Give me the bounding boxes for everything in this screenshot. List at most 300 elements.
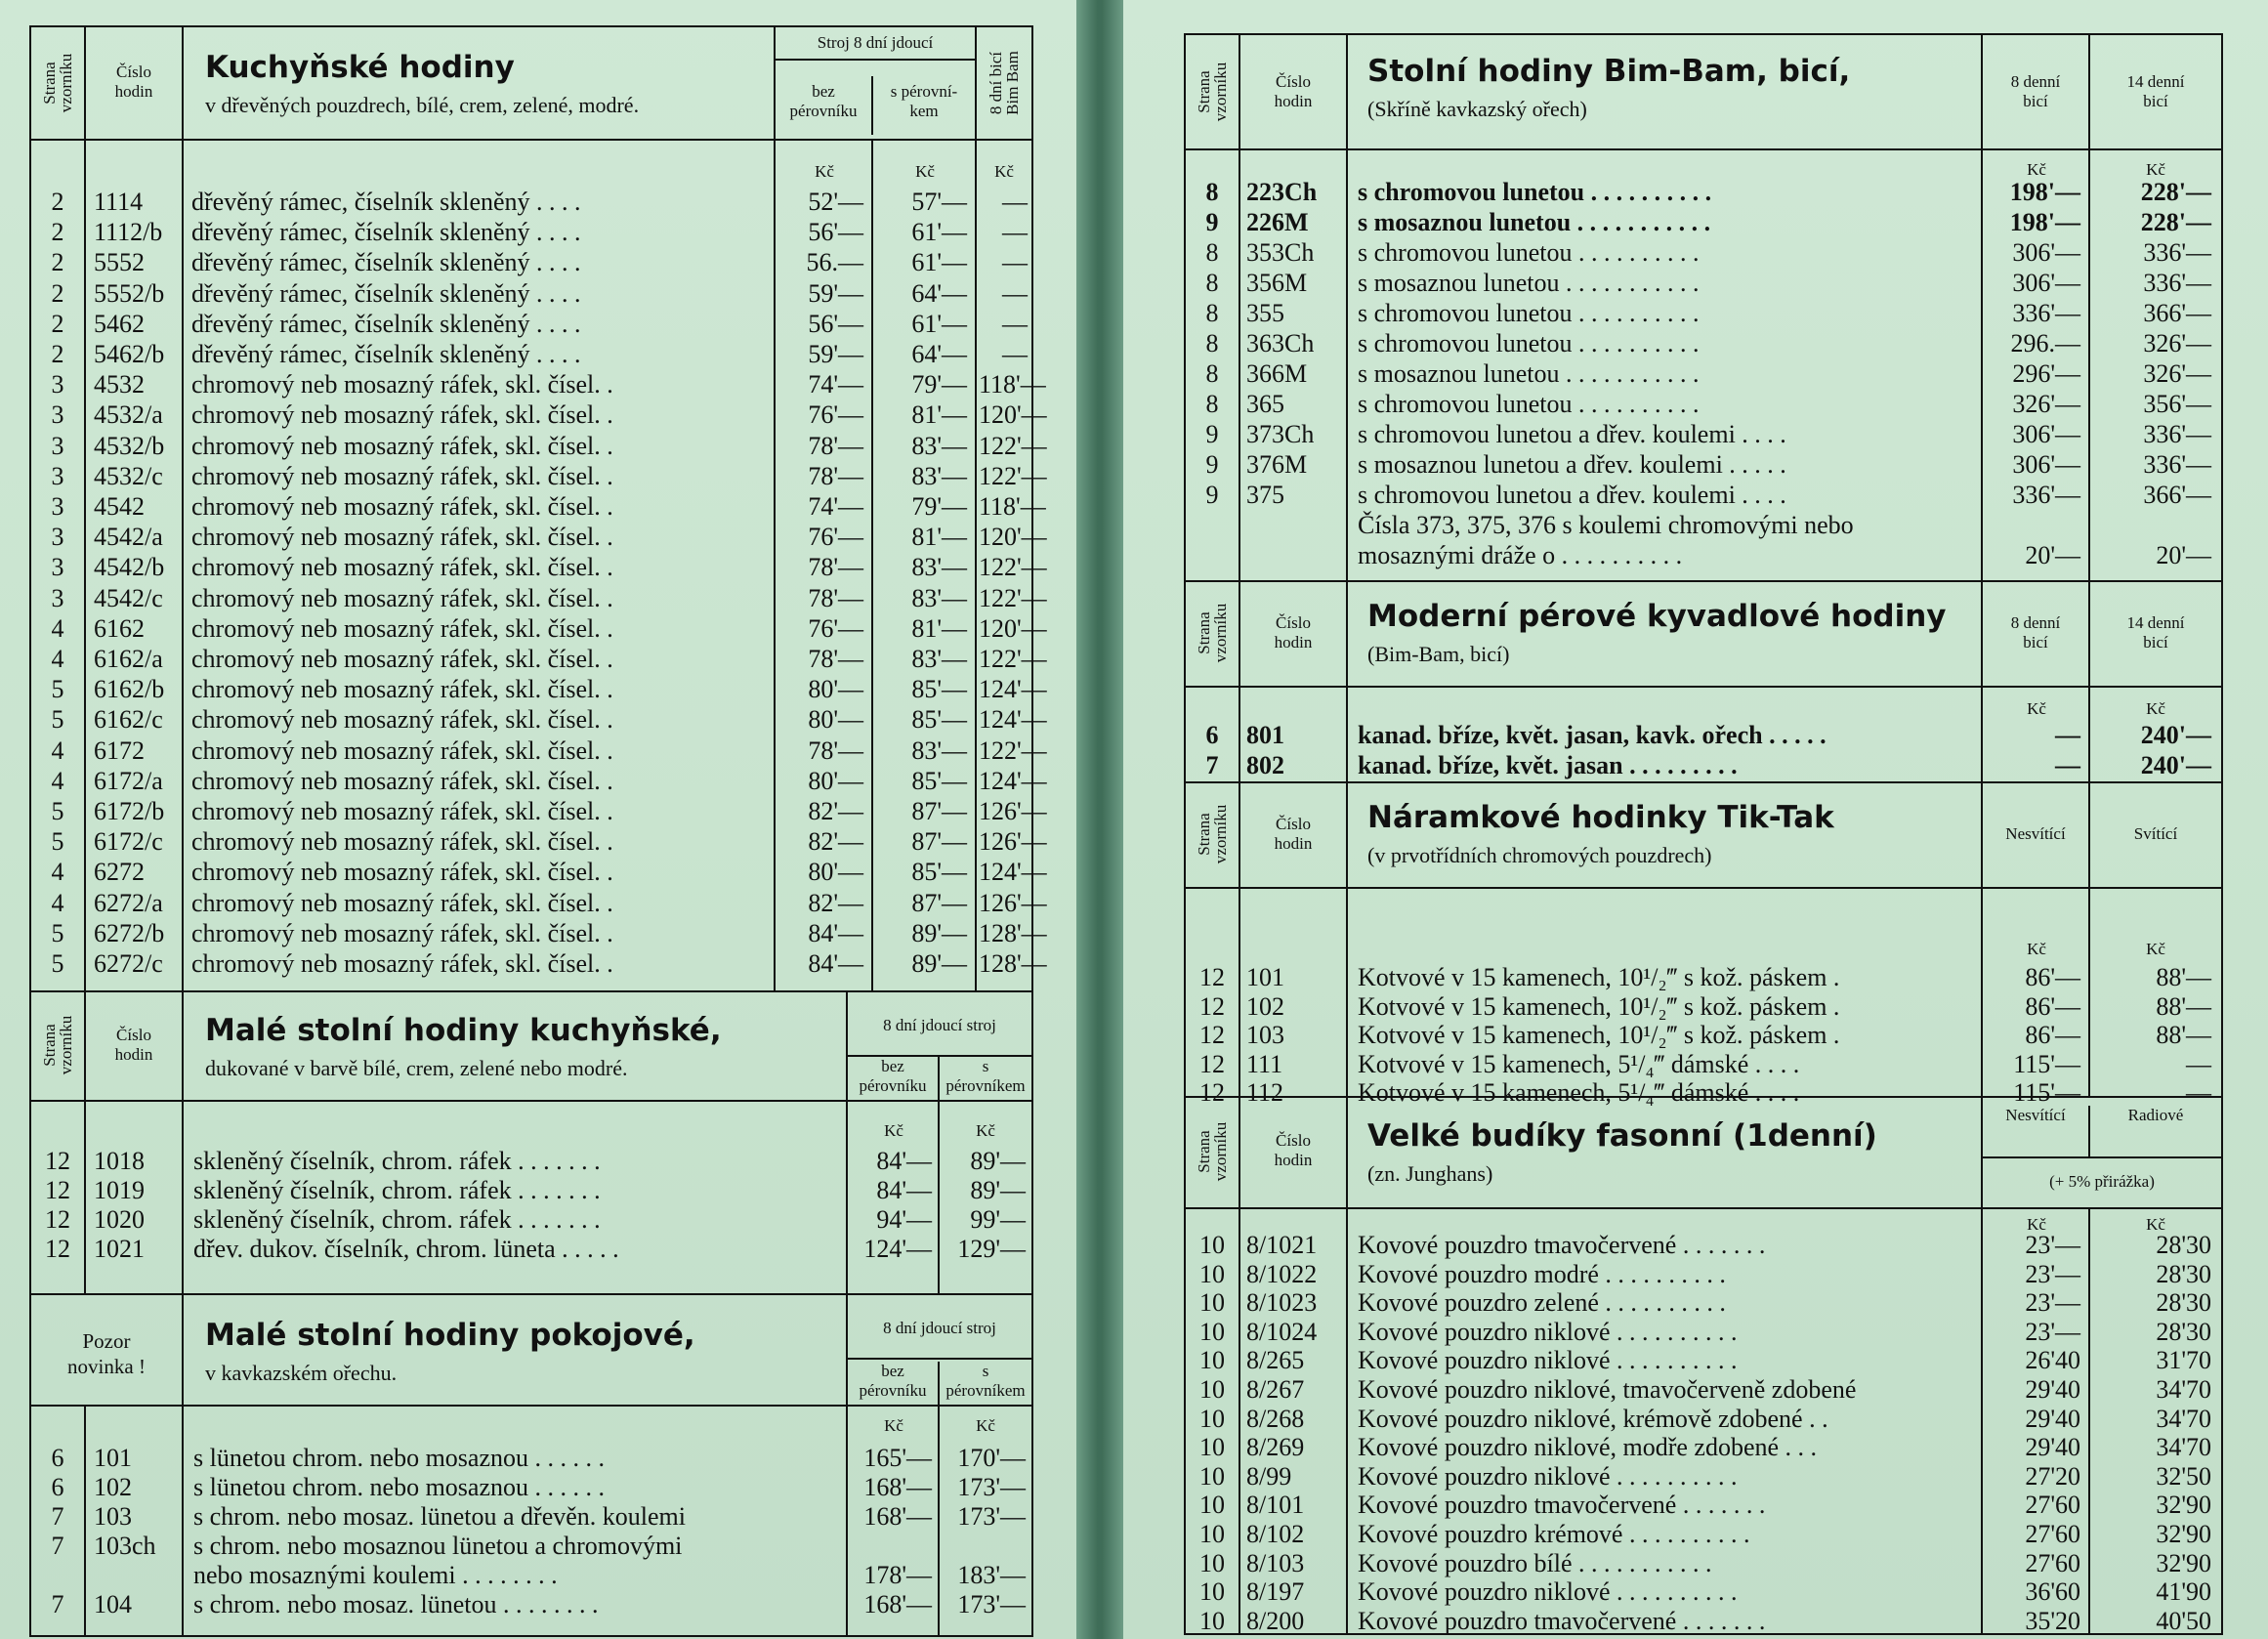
row-price-a: 27'60: [2025, 1520, 2080, 1548]
row-price-a: —: [2055, 721, 2080, 749]
row-description: chromový neb mosazný ráfek, skl. čísel. .: [191, 949, 613, 978]
row-description: skleněný číselník, chrom. ráfek . . . . . . .: [193, 1205, 601, 1234]
row-price-a: 76'—: [808, 613, 863, 643]
row-price-b: 240'—: [2140, 721, 2211, 749]
row-number: 8/1022: [1246, 1259, 1318, 1288]
row-strana: 10: [1199, 1375, 1225, 1404]
row-price-b: 79'—: [911, 370, 967, 399]
row-number: 6162/a: [94, 645, 163, 673]
row-price-c: 120'—: [979, 613, 1047, 643]
row-strana: 3: [51, 431, 64, 460]
row-description: s chromovou lunetou . . . . . . . . . .: [1358, 299, 1700, 327]
row-price-c: 122'—: [979, 735, 1047, 765]
row-description: dřevěný rámec, číselník skleněný . . . .: [191, 188, 581, 216]
row-price-a: 178'—: [863, 1561, 932, 1589]
row-price-b: 88'—: [2156, 963, 2211, 991]
col-label: Nesvítící: [1983, 1106, 2090, 1156]
row-price-a: 84'—: [808, 949, 863, 978]
row-description: Kovové pouzdro niklové, tmavočerveně zdobené: [1358, 1375, 1857, 1404]
row-number: 373Ch: [1246, 420, 1315, 448]
row-strana: 4: [51, 858, 64, 887]
row-price-b: 336'—: [2143, 238, 2211, 267]
row-description: chromový neb mosazný ráfek, skl. čísel. .: [191, 583, 613, 612]
row-strana: 10: [1199, 1491, 1225, 1520]
row-description: chromový neb mosazný ráfek, skl. čísel. .: [191, 888, 613, 917]
row-price-a: 306'—: [2012, 450, 2080, 479]
row-price-b: 28'30: [2156, 1231, 2211, 1259]
row-strana: 10: [1199, 1577, 1225, 1607]
row-number: 111: [1246, 1049, 1283, 1078]
alarm-header: [1186, 1096, 2221, 1209]
row-description: kanad. bříze, květ. jasan, kavk. ořech . . . . .: [1358, 721, 1827, 749]
row-strana: 4: [51, 735, 64, 765]
col-header-cislo: [1240, 580, 1348, 686]
col-label: Svítící: [2133, 824, 2178, 843]
row-description: Kotvové v 15 kamenech, 10¹/₂‴ s kož. páskem .: [1358, 1021, 1840, 1049]
col-header-strana: [31, 990, 86, 1100]
row-price-b: 240'—: [2140, 751, 2211, 779]
kitchen-title-cell: [184, 27, 776, 139]
row-price-c: —: [1002, 248, 1028, 277]
row-number: 802: [1246, 751, 1284, 779]
row-description: chromový neb mosazný ráfek, skl. čísel. .: [191, 553, 613, 582]
col-label: hodin: [1274, 1151, 1313, 1169]
row-number: 4532/b: [94, 431, 165, 460]
col-header-strana: [1186, 781, 1240, 887]
col-label: vzorníku: [1211, 1121, 1230, 1182]
currency-label: Kč: [2027, 1215, 2046, 1234]
row-price-a: 168'—: [863, 1590, 932, 1618]
row-description: Kovové pouzdro niklové . . . . . . . . . .: [1358, 1346, 1738, 1375]
row-price-b: 28'30: [2156, 1259, 2211, 1288]
row-strana: 12: [1199, 1021, 1225, 1049]
row-number: 5462/b: [94, 340, 165, 368]
stroj-header: Stroj 8 dní jdoucí: [776, 33, 975, 61]
row-price-a: 29'40: [2025, 1404, 2080, 1433]
row-price-c: —: [1002, 309, 1028, 338]
sub-header: bez: [812, 82, 835, 101]
row-number: 102: [94, 1473, 132, 1501]
row-price-b: 61'—: [911, 218, 967, 247]
col-header-cislo: [86, 990, 184, 1100]
alarm-clock-section: [1186, 1096, 2221, 1633]
row-description: Kotvové v 15 kamenech, 10¹/₂‴ s kož. páskem .: [1358, 991, 1840, 1021]
row-price-b: 88'—: [2156, 991, 2211, 1021]
row-number: 103: [94, 1502, 132, 1531]
row-description: chromový neb mosazný ráfek, skl. čísel. .: [191, 827, 613, 857]
row-number: 6162/c: [94, 705, 163, 735]
row-strana: 3: [51, 492, 64, 521]
bimbam-header: [1186, 35, 2221, 150]
row-strana: 9: [1205, 208, 1219, 236]
kitchen-body: [31, 141, 1047, 990]
row-number: 103ch: [94, 1532, 156, 1560]
row-price-c: 124'—: [979, 675, 1047, 704]
row-description: s chromovou lunetou . . . . . . . . . .: [1358, 329, 1700, 357]
row-description: chromový neb mosazný ráfek, skl. čísel. .: [191, 370, 613, 399]
row-description: Kovové pouzdro niklové . . . . . . . . . .: [1358, 1317, 1738, 1346]
row-strana: 3: [51, 553, 64, 582]
section-title: Moderní pérové kyvadlové hodiny: [1367, 599, 1947, 634]
row-price-b: 79'—: [911, 492, 967, 521]
small-kitchen-header: [31, 990, 1031, 1102]
row-price-b: 32'50: [2156, 1461, 2211, 1491]
row-strana: 6: [51, 1444, 64, 1472]
alarm-body: [1186, 1209, 2221, 1635]
row-number: 375: [1246, 481, 1284, 509]
row-strana: 5: [51, 675, 64, 704]
row-price-c: 118'—: [979, 370, 1046, 399]
row-price-a: 27'60: [2025, 1548, 2080, 1577]
row-strana: 10: [1199, 1520, 1225, 1548]
row-price-c: 126'—: [979, 827, 1047, 857]
row-number: 8/267: [1246, 1375, 1305, 1404]
col-header-cislo: [1240, 1096, 1348, 1207]
col-label: vzorníku: [57, 53, 75, 113]
currency-label: Kč: [2027, 160, 2046, 179]
col-label: Strana: [40, 62, 59, 105]
row-strana: 10: [1199, 1548, 1225, 1577]
row-number: 8/99: [1246, 1461, 1292, 1491]
row-description: Kovové pouzdro krémové . . . . . . . . . .: [1358, 1520, 1750, 1548]
row-price-b: 34'70: [2156, 1375, 2211, 1404]
row-price-b: 32'90: [2156, 1548, 2211, 1577]
pendulum-section: [1186, 580, 2221, 783]
row-price-b: 85'—: [911, 675, 967, 704]
row-number: 376M: [1246, 450, 1308, 479]
row-strana: 12: [45, 1235, 70, 1263]
row-description: s chromovou lunetou a dřev. koulemi . . . .: [1358, 420, 1786, 448]
row-price-b: 228'—: [2140, 178, 2211, 206]
row-price-a: 296'—: [2012, 359, 2080, 388]
row-number: 6162: [94, 613, 145, 643]
row-price-a: 20'—: [2025, 541, 2080, 569]
row-number: 104: [94, 1590, 132, 1618]
col-header-svitici: [2090, 781, 2221, 887]
row-number: 801: [1246, 721, 1284, 749]
row-number: 363Ch: [1246, 329, 1315, 357]
row-number: 8/102: [1246, 1520, 1305, 1548]
currency-label: Kč: [2146, 1215, 2165, 1234]
row-price-a: 76'—: [808, 523, 863, 552]
sub-header: s: [982, 1057, 989, 1075]
row-strana: 12: [1199, 963, 1225, 991]
col-label: hodin: [114, 82, 153, 101]
row-description: chromový neb mosazný ráfek, skl. čísel. .: [191, 735, 613, 765]
row-number: 366M: [1246, 359, 1308, 388]
col-label: Strana: [1195, 813, 1213, 856]
row-price-a: 74'—: [808, 370, 863, 399]
row-number: 6272/a: [94, 888, 163, 917]
row-price-c: 128'—: [979, 949, 1047, 978]
row-price-a: 306'—: [2012, 238, 2080, 267]
row-number: 6172/b: [94, 797, 165, 825]
wristwatch-title-cell: [1348, 781, 1983, 887]
currency-label: Kč: [2146, 940, 2165, 958]
row-description: chromový neb mosazný ráfek, skl. čísel. .: [191, 431, 613, 460]
row-price-a: 168'—: [863, 1502, 932, 1531]
row-price-a: 52'—: [808, 188, 863, 216]
row-description: nebo mosaznými koulemi . . . . . . . .: [193, 1561, 558, 1589]
row-strana: 7: [51, 1590, 64, 1618]
row-number: 8/103: [1246, 1548, 1305, 1577]
row-description: s lünetou chrom. nebo mosaznou . . . . . .: [193, 1473, 605, 1501]
row-strana: 8: [1205, 359, 1219, 388]
row-price-c: 128'—: [979, 918, 1047, 947]
row-strana: 8: [1205, 269, 1219, 297]
row-description: s chromovou lunetou a dřev. koulemi . . . .: [1358, 481, 1786, 509]
section-subtitle: (Skříně kavkazský ořech): [1367, 97, 1587, 121]
row-strana: 8: [1205, 178, 1219, 206]
row-price-b: 326'—: [2143, 359, 2211, 388]
row-price-b: 173'—: [957, 1590, 1026, 1618]
row-description: chromový neb mosazný ráfek, skl. čísel. .: [191, 675, 613, 704]
row-price-b: —: [2186, 1049, 2211, 1078]
row-strana: 7: [51, 1502, 64, 1531]
row-strana: 10: [1199, 1346, 1225, 1375]
section-subtitle: v kavkazském ořechu.: [205, 1361, 398, 1385]
col-label: bicí: [2143, 633, 2168, 651]
col-label: hodin: [1274, 633, 1313, 651]
row-number: 4532: [94, 370, 145, 399]
col-label: Radiové: [2127, 1106, 2184, 1124]
row-price-a: 115'—: [2013, 1078, 2080, 1107]
currency-label: Kč: [994, 162, 1014, 181]
row-price-a: 23'—: [2025, 1231, 2080, 1259]
currency-label: Kč: [976, 1416, 995, 1435]
stroj-header-cell: [848, 1293, 1031, 1405]
row-number: 365: [1246, 390, 1284, 418]
row-price-c: —: [1002, 278, 1028, 308]
row-strana: 2: [51, 248, 64, 277]
row-strana: 8: [1205, 238, 1219, 267]
row-number: 102: [1246, 991, 1284, 1021]
row-price-b: 99'—: [970, 1205, 1026, 1234]
bimbam-body: [1186, 150, 2221, 582]
row-number: 1112/b: [94, 218, 163, 247]
kitchen-clocks-section: [31, 27, 1047, 992]
row-strana: 2: [51, 340, 64, 368]
col-header-cislo: [86, 27, 184, 139]
row-price-a: 165'—: [863, 1444, 932, 1472]
row-price-c: 122'—: [979, 645, 1047, 673]
row-number: 6172: [94, 735, 145, 765]
row-number: 6162/b: [94, 675, 165, 704]
row-description: s mosaznou lunetou a dřev. koulemi . . . . .: [1358, 450, 1786, 479]
row-number: 226M: [1246, 208, 1309, 236]
row-price-a: 84'—: [808, 918, 863, 947]
row-description: Kovové pouzdro tmavočervené . . . . . . .: [1358, 1491, 1766, 1520]
row-description: chromový neb mosazný ráfek, skl. čísel. .: [191, 461, 613, 490]
col-header-8denni: [1983, 580, 2090, 686]
row-strana: 12: [45, 1205, 70, 1234]
col-label: 8 denní: [2010, 72, 2061, 91]
col-label: vzorníku: [57, 1015, 75, 1075]
row-price-a: 86'—: [2025, 1021, 2080, 1049]
row-number: 6272/b: [94, 918, 165, 947]
row-price-c: 126'—: [979, 888, 1047, 917]
sub-header: pérovníku: [859, 1381, 927, 1400]
col-header-strana: [1186, 580, 1240, 686]
row-number: 1020: [94, 1205, 145, 1234]
bimbam-section: [1186, 35, 2221, 582]
row-price-b: 366'—: [2143, 481, 2211, 509]
row-number: 223Ch: [1246, 178, 1318, 206]
small-room-title-cell: [184, 1293, 848, 1405]
row-price-b: 40'50: [2156, 1606, 2211, 1635]
row-price-b: 28'30: [2156, 1317, 2211, 1346]
small-kitchen-title-cell: [184, 990, 848, 1100]
row-price-a: 78'—: [808, 645, 863, 673]
row-price-a: 78'—: [808, 553, 863, 582]
sub-header: pérovníkem: [945, 1076, 1026, 1095]
pendulum-header: [1186, 580, 2221, 688]
col-label: Číslo: [1276, 1131, 1311, 1150]
row-number: 5462: [94, 309, 145, 338]
row-price-a: 59'—: [808, 278, 863, 308]
row-description: Kovové pouzdro bílé . . . . . . . . . . .: [1358, 1548, 1712, 1577]
row-price-b: 87'—: [911, 888, 967, 917]
row-price-a: 78'—: [808, 461, 863, 490]
sub-header: bez: [881, 1362, 904, 1380]
row-price-b: 57'—: [911, 188, 967, 216]
row-number: 8/1023: [1246, 1288, 1318, 1318]
row-price-b: —: [2186, 1078, 2211, 1107]
row-price-b: 34'70: [2156, 1433, 2211, 1462]
row-number: 101: [94, 1444, 132, 1472]
row-price-c: 122'—: [979, 583, 1047, 612]
row-price-c: 122'—: [979, 431, 1047, 460]
section-subtitle: (v prvotřídních chromových pouzdrech): [1367, 843, 1712, 867]
row-price-a: 86'—: [2025, 991, 2080, 1021]
row-price-a: 78'—: [808, 735, 863, 765]
row-description: dřevěný rámec, číselník skleněný . . . .: [191, 248, 581, 277]
row-price-a: 35'20: [2025, 1606, 2080, 1635]
wristwatch-body: [1186, 889, 2221, 1107]
row-description: Kovové pouzdro niklové, modře zdobené . . .: [1358, 1433, 1818, 1462]
row-number: 1018: [94, 1147, 145, 1175]
row-description: dřevěný rámec, číselník skleněný . . . .: [191, 218, 581, 247]
row-number: 8/200: [1246, 1606, 1305, 1635]
row-number: 6172/c: [94, 827, 163, 857]
right-page: [1123, 0, 2268, 1639]
row-description: chromový neb mosazný ráfek, skl. čísel. .: [191, 492, 613, 521]
row-description: s chromovou lunetou . . . . . . . . . .: [1358, 238, 1700, 267]
section-subtitle: dukované v barvě bílé, crem, zelené nebo modré.: [205, 1056, 628, 1080]
book-gutter: [1076, 0, 1123, 1639]
row-description: dřev. dukov. číselník, chrom. lüneta . . . . .: [193, 1235, 619, 1263]
row-price-b: 81'—: [911, 613, 967, 643]
left-page: [0, 0, 1076, 1639]
col-label: Číslo: [1276, 815, 1311, 833]
row-description: Kovové pouzdro niklové, krémově zdobené . .: [1358, 1404, 1828, 1433]
row-number: 8/1021: [1246, 1231, 1318, 1259]
row-price-b: 34'70: [2156, 1404, 2211, 1433]
stroj-header-cell: [776, 27, 977, 139]
row-description: chromový neb mosazný ráfek, skl. čísel. .: [191, 523, 613, 552]
col-label: Strana: [40, 1024, 59, 1067]
small-room-section: [31, 1293, 1031, 1635]
alarm-price-header: [1983, 1096, 2221, 1207]
row-price-c: —: [1002, 188, 1028, 216]
row-price-c: 120'—: [979, 523, 1047, 552]
row-description: s mosaznou lunetou . . . . . . . . . . .: [1358, 269, 1700, 297]
row-number: 355: [1246, 299, 1284, 327]
currency-label: Kč: [884, 1416, 903, 1435]
row-price-a: 124'—: [863, 1235, 932, 1263]
row-number: 101: [1246, 963, 1284, 991]
stroj-header: 8 dní jdoucí stroj: [883, 1319, 996, 1337]
bimbam-header-cell: [977, 27, 1031, 139]
row-description: chromový neb mosazný ráfek, skl. čísel. .: [191, 645, 613, 673]
row-number: 6272: [94, 858, 145, 887]
row-number: 4542/c: [94, 583, 163, 612]
row-description: Čísla 373, 375, 376 s koulemi chromovými nebo: [1358, 511, 1854, 539]
row-price-b: 89'—: [970, 1147, 1026, 1175]
row-strana: 10: [1199, 1317, 1225, 1346]
row-price-a: 23'—: [2025, 1317, 2080, 1346]
row-price-b: 61'—: [911, 248, 967, 277]
col-label: 14 denní: [2126, 72, 2185, 91]
col-label: 8 dní bicí: [987, 51, 1005, 115]
row-strana: 4: [51, 613, 64, 643]
small-kitchen-section: [31, 990, 1031, 1295]
row-description: Kotvové v 15 kamenech, 5¹/₄‴ dámské . . . .: [1358, 1049, 1800, 1078]
left-table-frame: [29, 25, 1047, 1637]
row-price-b: 32'90: [2156, 1520, 2211, 1548]
row-strana: 5: [51, 797, 64, 825]
col-label: bicí: [2143, 92, 2168, 110]
row-strana: 10: [1199, 1259, 1225, 1288]
row-price-a: 56'—: [808, 309, 863, 338]
col-header-cislo: [1240, 35, 1348, 148]
row-description: s mosaznou lunetou . . . . . . . . . . .: [1358, 359, 1700, 388]
currency-label: Kč: [2146, 699, 2165, 718]
col-label: bicí: [2023, 92, 2048, 110]
row-price-b: 89'—: [911, 949, 967, 978]
row-description: skleněný číselník, chrom. ráfek . . . . . . .: [193, 1176, 601, 1204]
row-strana: 5: [51, 827, 64, 857]
wristwatch-section: [1186, 781, 2221, 1107]
row-description: Kotvové v 15 kamenech, 10¹/₂‴ s kož. páskem .: [1358, 963, 1840, 991]
row-price-a: 86'—: [2025, 963, 2080, 991]
row-description: kanad. bříze, květ. jasan . . . . . . . . .: [1358, 751, 1738, 779]
row-description: dřevěný rámec, číselník skleněný . . . .: [191, 278, 581, 308]
row-description: Kotvové v 15 kamenech, 5¹/₄‴ dámské . . . .: [1358, 1078, 1800, 1107]
col-header-strana: [31, 27, 86, 139]
right-table-frame: [1184, 33, 2223, 1635]
currency-label: Kč: [2027, 940, 2046, 958]
row-description: Kovové pouzdro tmavočervené . . . . . . .: [1358, 1231, 1766, 1259]
row-description: s chrom. nebo mosaz. lünetou a dřevěn. koulemi: [193, 1502, 686, 1531]
row-strana: 6: [1205, 721, 1219, 749]
currency-label: Kč: [884, 1121, 903, 1140]
row-price-b: 129'—: [957, 1235, 1026, 1263]
row-number: 5552: [94, 248, 145, 277]
row-strana: 3: [51, 523, 64, 552]
row-price-a: 80'—: [808, 766, 863, 795]
row-strana: 4: [51, 645, 64, 673]
currency-label: Kč: [815, 162, 834, 181]
row-number: 8/101: [1246, 1491, 1305, 1520]
row-strana: 5: [51, 949, 64, 978]
col-label: Číslo: [1276, 613, 1311, 632]
row-price-a: 23'—: [2025, 1259, 2080, 1288]
row-price-a: 56'—: [808, 218, 863, 247]
row-price-a: 80'—: [808, 858, 863, 887]
section-title: Stolní hodiny Bim-Bam, bicí,: [1367, 54, 1851, 89]
row-number: 4532/c: [94, 461, 163, 490]
